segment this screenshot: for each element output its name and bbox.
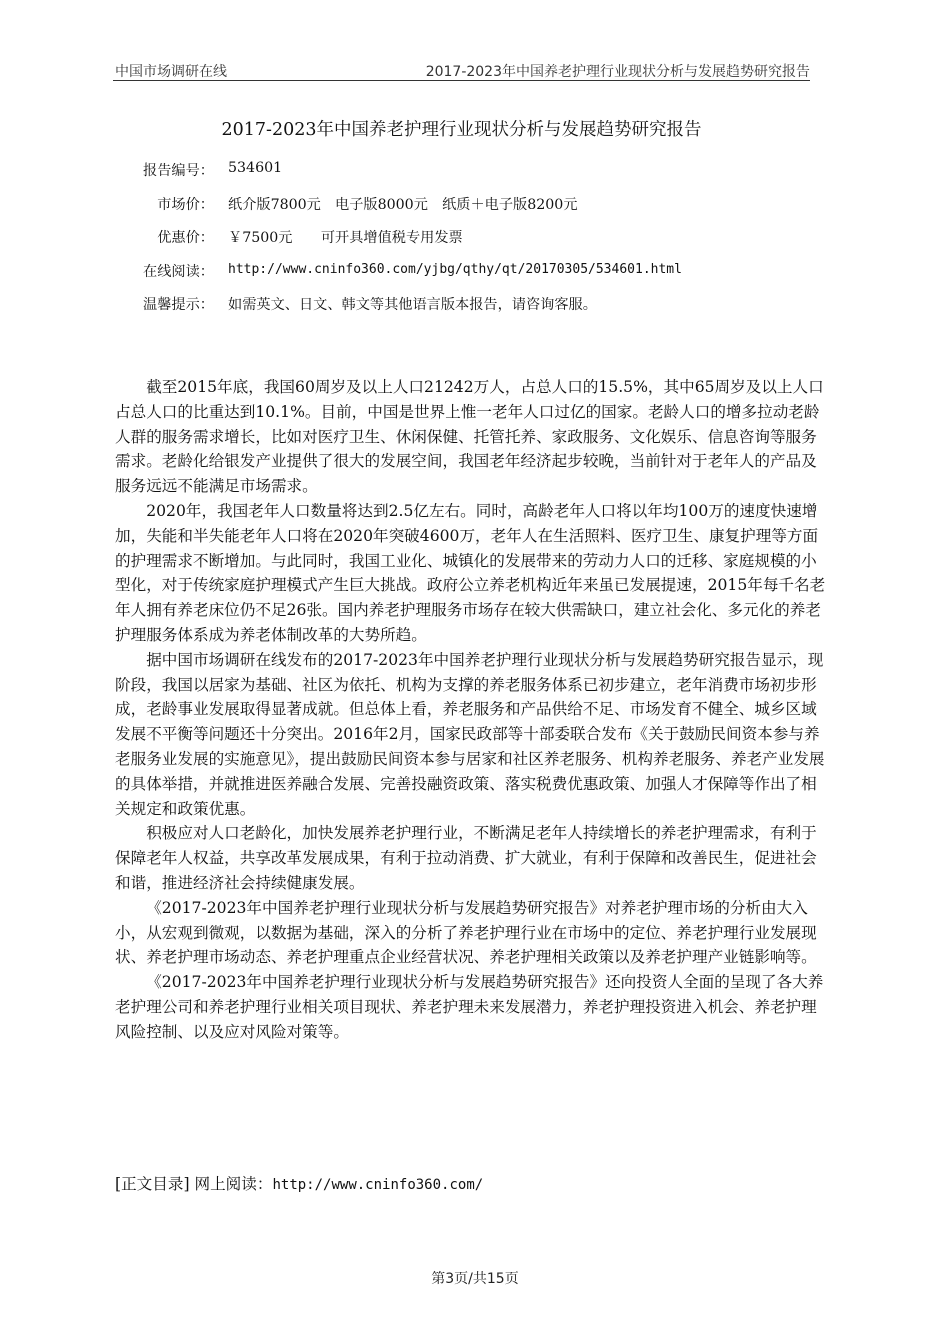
toc-online-reading [115,1172,483,1194]
header-report-title: 2017-2023年中国养老护理行业现状分析与发展趋势研究报告 [425,64,810,80]
summary-paragraph: 2020年，我国老年人口数量将达到2.5亿左右。同时，高龄老年人口将以年均100万的速度快速增加，失能和半失能老年人口将在2020年突破4600万，老年人在生活照料、医疗卫生、康复护理等方面的护理需求不断增加。与此同时，我国工业化、城镇化的发展带来的劳动力人口的迁移、家庭规模的小型化，对于传统家庭护理模式产生巨大挑战。政府公立养老机构近年来虽已发展提速，2015年每千名老年人拥有养老床位仍不足26张。国内养老护理服务市场存在较大供需缺口，建立社会化、多元化的养老护理服务体系成为养老体制改革的大势所趋。 [115,501,826,644]
summary-paragraph: 据中国市场调研在线发布的2017-2023年中国养老护理行业现状分析与发展趋势研究报告显示，现阶段，我国以居家为基础、社区为依托、机构为支撑的养老服务体系已初步建立，老年消费市场初步形成，老龄事业发展取得显著成就。但总体上看，养老服务和产品供给不足、市场发育不健全、城乡区域发展不平衡等问题还十分突出。2016年2月，国家民政部等十部委联合发布《关于鼓励民间资本参与养老服务业发展的实施意见》，提出鼓励民间资本参与居家和社区养老服务、机构养老服务、养老产业发展的具体举措，并就推进医养融合发展、完善投融资政策、落实税费优惠政策、加强人才保障等作出了相关规定和政策优惠。 [115,650,825,818]
summary-paragraph: 积极应对人口老龄化，加快发展养老护理行业，不断满足老年人持续增长的养老护理需求，有利于保障老年人权益，共享改革发展成果，有利于拉动消费、扩大就业，有利于保障和改善民生，促进社会和谐，推进经济社会持续健康发展。 [115,824,817,892]
page-number: 第3页/共15页 [431,1271,519,1287]
meta-value: 纸介版7800元 电子版8000元 纸质＋电子版8200元 [228,196,578,213]
meta-label: 报告编号： [143,163,214,179]
meta-value: 534601 [228,160,283,176]
document-title: 2017-2023年中国养老护理行业现状分析与发展趋势研究报告 [221,120,702,140]
summary-paragraph: 《2017-2023年中国养老护理行业现状分析与发展趋势研究报告》对养老护理市场的分析由大入小，从宏观到微观，以数据为基础，深入的分析了养老护理行业在市场中的定位、养老护理行业发展现状、养老护理市场动态、养老护理重点企业经营状况、养老护理相关政策以及养老护理产业链影响等。 [115,898,817,967]
meta-value: ￥7500元 可开具增值税专用发票 [228,230,463,246]
summary-paragraph: 《2017-2023年中国养老护理行业现状分析与发展趋势研究报告》还向投资人全面的呈现了各大养老护理公司和养老护理行业相关项目现状、养老护理未来发展潜力，养老护理投资进入机会、养老护理风险控制、以及应对风险对策等。 [115,973,824,1041]
toc-url-link[interactable]: http://www.cninfo360.com/ [272,1177,484,1193]
report-summary [115,375,827,1045]
online-reading-link[interactable]: http://www.cninfo360.com/yjbg/qthy/qt/20170305/534601.html [228,261,682,277]
toc-label: [正文目录] 网上阅读： [115,1175,273,1193]
page-header [113,60,810,81]
meta-label: 优惠价： [157,230,214,246]
header-site-name: 中国市场调研在线 [115,64,227,80]
meta-value: 如需英文、日文、韩文等其他语言版本报告，请咨询客服。 [228,297,597,313]
summary-paragraph: 截至2015年底，我国60周岁及以上人口21242万人，占总人口的15.5%，其中65周岁及以上人口占总人口的比重达到10.1%。目前，中国是世界上惟一老年人口过亿的国家。老龄人口的增多拉动老龄人群的服务需求增长，比如对医疗卫生、休闲保健、托管托养、家政服务、文化娱乐、信息咨询等服务需求。老龄化给银发产业提供了很大的发展空间，我国老年经济起步较晚，当前针对于老年人的产品及服务远远不能满足市场需求。 [115,378,824,496]
meta-label: 市场价： [157,196,214,213]
meta-label: 温馨提示： [143,297,214,313]
meta-label: 在线阅读： [143,263,214,280]
